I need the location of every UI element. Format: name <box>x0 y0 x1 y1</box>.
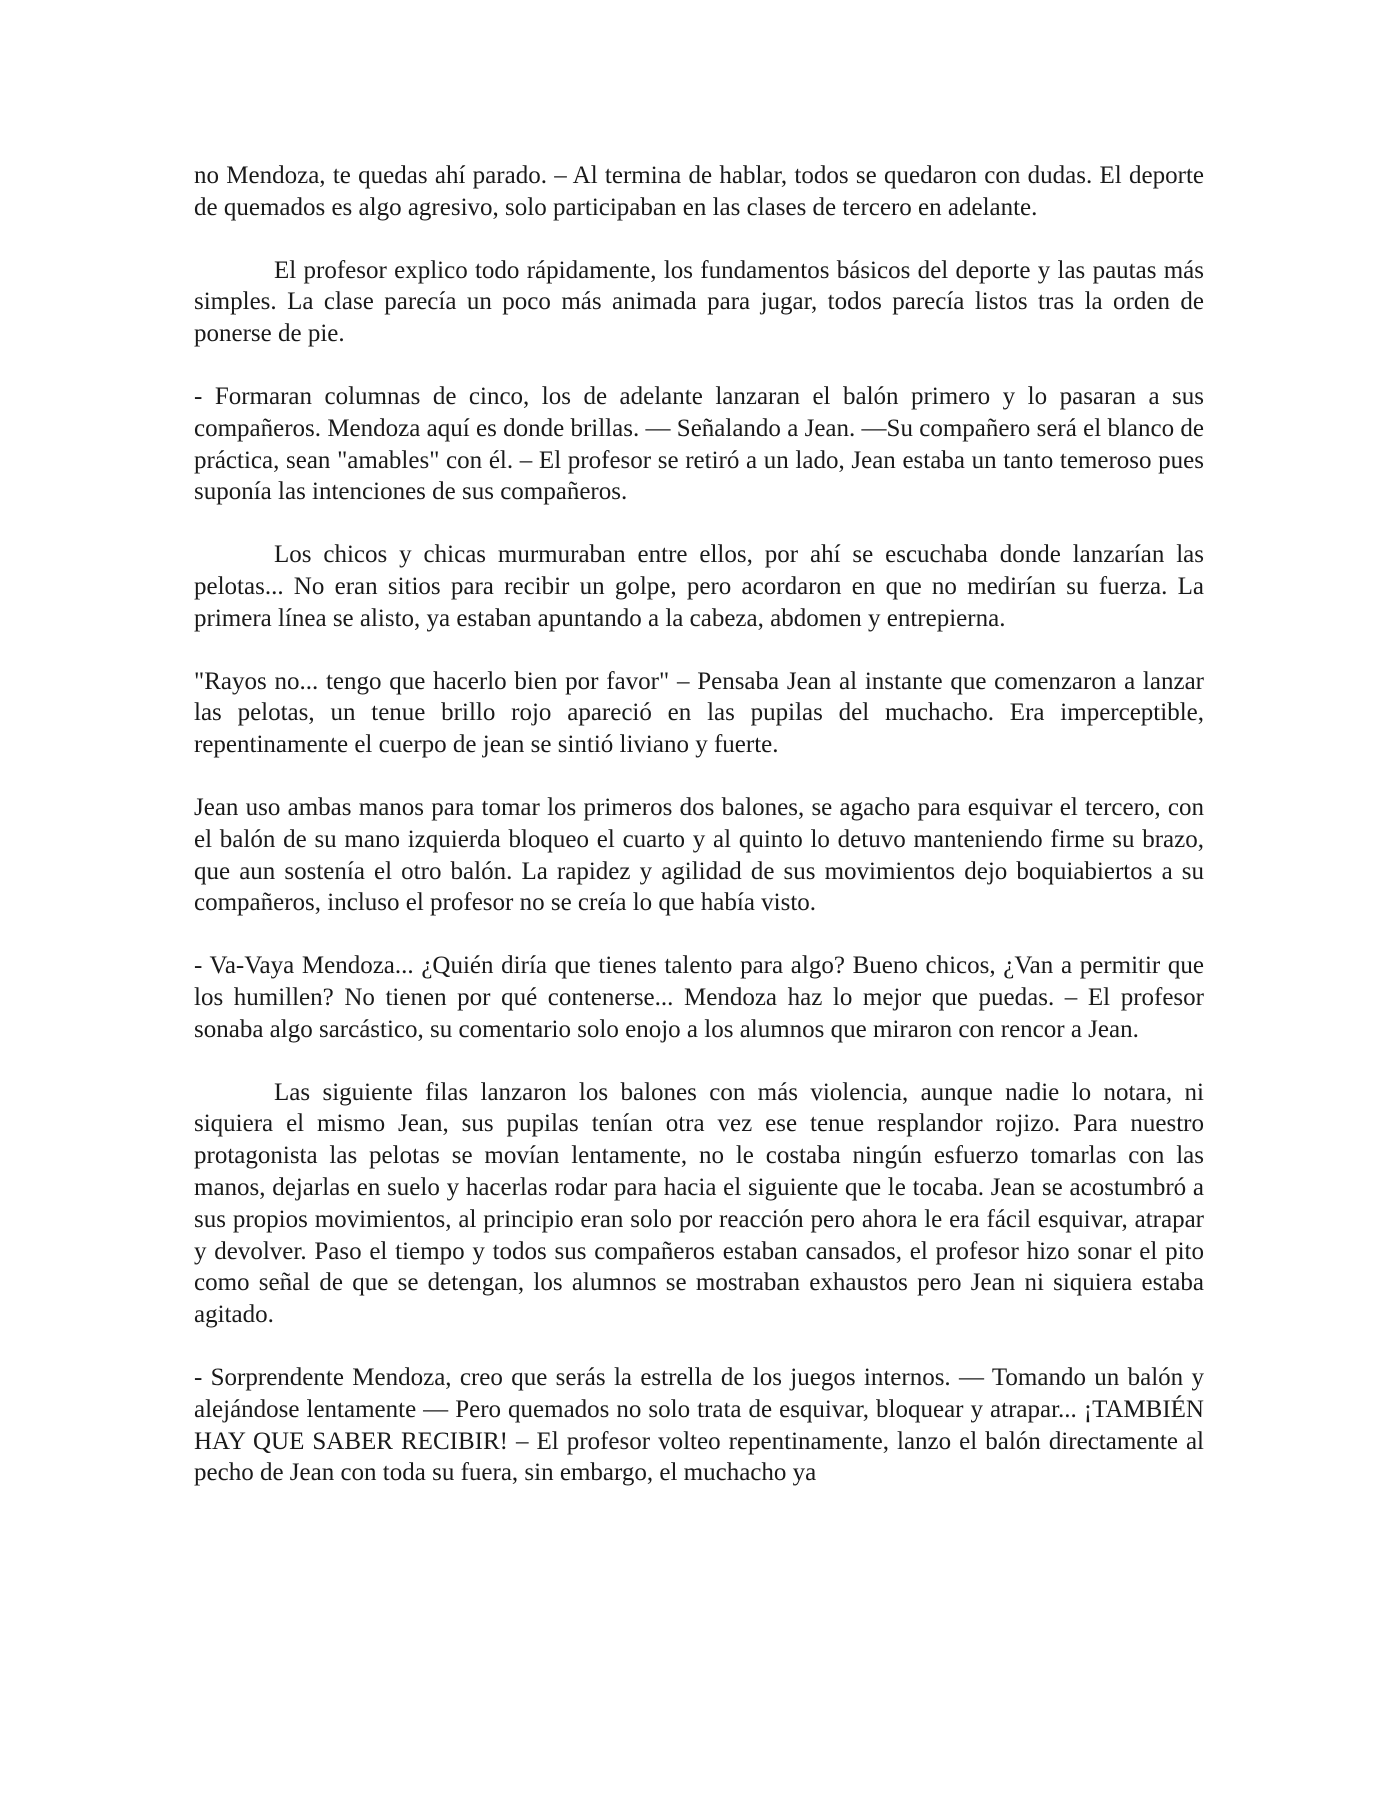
paragraph: no Mendoza, te quedas ahí parado. – Al termina de hablar, todos se quedaron con dudas. El deporte de quemados es algo agresivo, solo participaban en las clases de tercero en adelante. <box>194 162 1204 221</box>
paragraph: Jean uso ambas manos para tomar los primeros dos balones, se agacho para esquivar el tercero, con el balón de su mano izquierda bloqueo el cuarto y al quinto lo detuvo manteniendo firme su brazo, que aun sostenía el otro balón. La rapidez y agilidad de sus movimientos dejo boquiabiertos a su compañeros, incluso el profesor no se creía lo que había visto. <box>194 793 1204 917</box>
document-page <box>194 160 1204 1520</box>
paragraph: - Formaran columnas de cinco, los de adelante lanzaran el balón primero y lo pasaran a sus compañeros. Mendoza aquí es donde brillas. — Señalando a Jean. —Su compañero será el blanco de práctica, sean "amables" con él. – El profesor se retiró a un lado, Jean estaba un tanto temeroso pues suponía las intenciones de sus compañeros. <box>194 382 1204 506</box>
paragraph: - Sorprendente Mendoza, creo que serás la estrella de los juegos internos. — Tomando un balón y alejándose lentamente — Pero quemados no solo trata de esquivar, bloquear y atrapar... ¡TAMBIÉN HAY QUE SABER RECIBIR! – El profesor volteo repentinamente, lanzo el balón directamente al pecho de Jean con toda su fuera, sin embargo, el muchacho ya <box>194 1363 1204 1487</box>
paragraph: "Rayos no... tengo que hacerlo bien por favor" – Pensaba Jean al instante que comenzaron a lanzar las pelotas, un tenue brillo rojo apareció en las pupilas del muchacho. Era imperceptible, repentinamente el cuerpo de jean se sintió liviano y fuerte. <box>194 667 1204 759</box>
paragraph: - Va-Vaya Mendoza... ¿Quién diría que tienes talento para algo? Bueno chicos, ¿Van a permitir que los humillen? No tienen por qué contenerse... Mendoza haz lo mejor que puedas. – El profesor sonaba algo sarcástico, su comentario solo enojo a los alumnos que miraron con rencor a Jean. <box>194 952 1204 1043</box>
paragraph: Los chicos y chicas murmuraban entre ellos, por ahí se escuchaba donde lanzarían las pelotas... No eran sitios para recibir un golpe, pero acordaron en que no medirían su fuerza. La primera línea se alisto, ya estaban apuntando a la cabeza, abdomen y entrepierna. <box>194 541 1204 632</box>
paragraph: Las siguiente filas lanzaron los balones con más violencia, aunque nadie lo notara, ni siquiera el mismo Jean, sus pupilas tenían otra vez ese tenue resplandor rojizo. Para nuestro protagonista las pelotas se movían lentamente, no le costaba ningún esfuerzo tomarlas con las manos, dejarlas en suelo y hacerlas rodar para hacia el siguiente que le tocaba. Jean se acostumbró a sus propios movimientos, al principio eran solo por reacción pero ahora le era fácil esquivar, atrapar y devolver. Paso el tiempo y todos sus compañeros estaban cansados, el profesor hizo sonar el pito como señal de que se detengan, los alumnos se mostraban exhaustos pero Jean ni siquiera estaba agitado. <box>194 1078 1204 1329</box>
paragraph: El profesor explico todo rápidamente, los fundamentos básicos del deporte y las pautas más simples. La clase parecía un poco más animada para jugar, todos parecía listos tras la orden de ponerse de pie. <box>194 256 1204 348</box>
